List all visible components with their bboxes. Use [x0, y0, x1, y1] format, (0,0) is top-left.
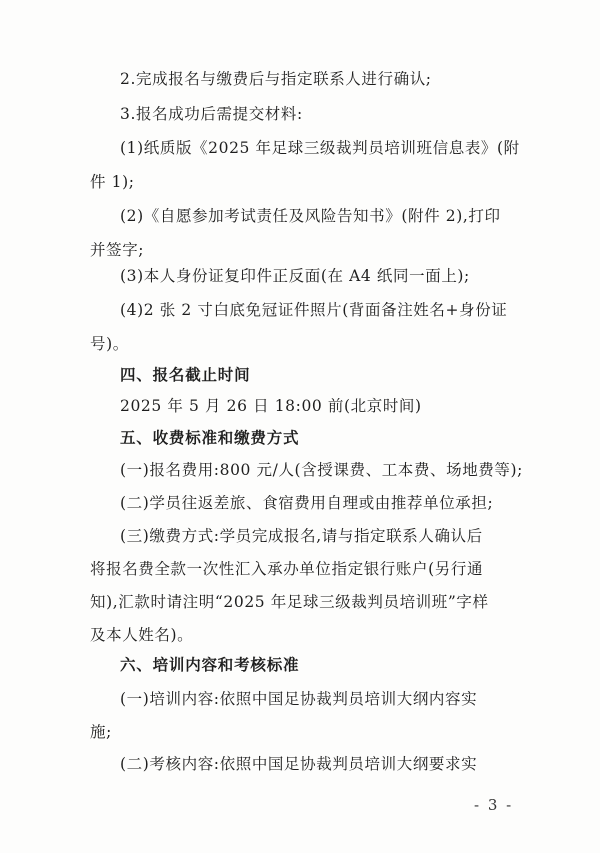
text-line-assessment-content: (二)考核内容:依照中国足协裁判员培训大纲要求实 [120, 755, 478, 773]
text-line-item4-cont: 号)。 [90, 335, 129, 353]
section-heading-training: 六、培训内容和考核标准 [120, 656, 300, 674]
page-number: - 3 - [474, 796, 514, 814]
text-line-item2-cont: 并签字; [90, 241, 145, 259]
text-line-payment-cont1: 将报名费全款一次性汇入承办单位指定银行账户(另行通 [90, 560, 484, 578]
text-line-item2: (2)《自愿参加考试责任及风险告知书》(附件 2),打印 [120, 207, 501, 225]
section-heading-fees: 五、收费标准和缴费方式 [120, 429, 300, 447]
text-line-item1-cont: 件 1); [90, 173, 135, 191]
text-line-confirm: 2.完成报名与缴费后与指定联系人进行确认; [120, 70, 432, 88]
text-line-fee-amount: (一)报名费用:800 元/人(含授课费、工本费、场地费等); [120, 461, 523, 479]
text-line-materials: 3.报名成功后需提交材料: [120, 105, 303, 123]
text-line-deadline-date: 2025 年 5 月 26 日 18:00 前(北京时间) [120, 397, 422, 415]
text-line-payment-cont2: 知),汇款时请注明“2025 年足球三级裁判员培训班”字样 [90, 593, 489, 611]
text-line-item1: (1)纸质版《2025 年足球三级裁判员培训班信息表》(附 [120, 139, 520, 157]
text-line-payment-method: (三)缴费方式:学员完成报名,请与指定联系人确认后 [120, 527, 483, 545]
text-line-training-content: (一)培训内容:依照中国足协裁判员培训大纲内容实 [120, 690, 478, 708]
text-line-item3: (3)本人身份证复印件正反面(在 A4 纸同一面上); [120, 267, 470, 285]
text-line-travel-costs: (二)学员往返差旅、食宿费用自理或由推荐单位承担; [120, 494, 494, 512]
text-line-training-cont: 施; [90, 723, 112, 741]
text-line-item4: (4)2 张 2 寸白底免冠证件照片(背面备注姓名+身份证 [120, 301, 508, 319]
section-heading-deadline: 四、报名截止时间 [120, 366, 251, 384]
text-line-payment-cont3: 及本人姓名)。 [90, 626, 194, 644]
